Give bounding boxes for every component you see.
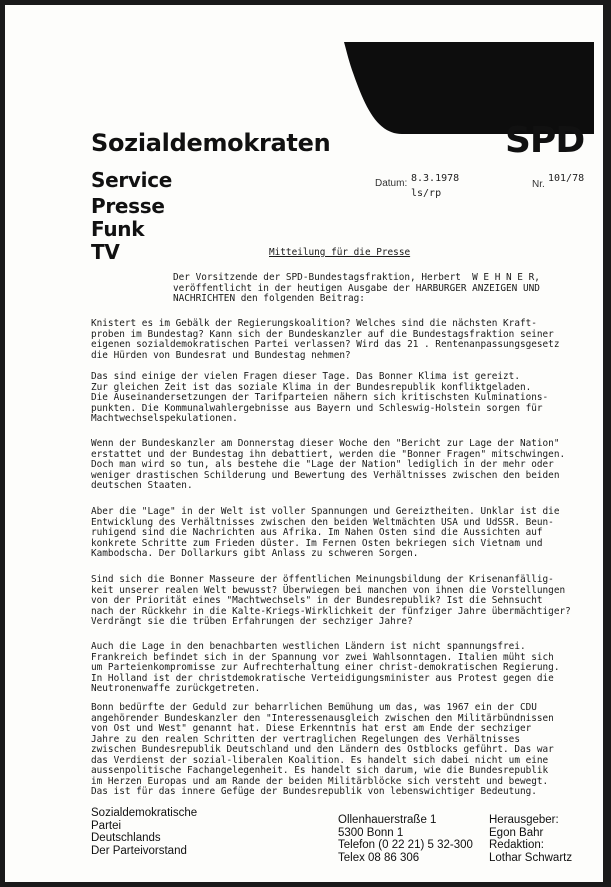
- brand-tv: TV: [91, 240, 120, 264]
- footer-line: 5300 Bonn 1: [338, 826, 404, 839]
- footer-line: Der Parteivorstand: [91, 844, 187, 857]
- footer-organization: [91, 807, 197, 857]
- body-paragraph: Sind sich die Bonner Masseure der öffentlichen Meinungsbildung der Krisenanfällig- keit unserer realen Welt bewusst? Überwiegen bei manchen von ihnen die Vorstellungen von der Priorität eines "Machtwechsels" in der Bundesrepublik? Ist die Sehnsucht nach der Rückkehr in die Kalte-Kriegs-Wirklichkeit der fünfziger Jahre übermächtiger? Verdrängt sie die trüben Erfahrungen der sechziger Jahre?: [91, 574, 571, 627]
- brand-presse: Presse: [91, 194, 165, 218]
- body-paragraph: Auch die Lage in den benachbarten westlichen Ländern ist nicht spannungsfrei. Frankreich befindet sich in der Spannung vor zwei Wahlsonntagen. Italien müht sich um Parteienkompromisse zur Aufrechterhaltung einer christ-demokratischen Regierung. In Holland ist der christdemokratische Verteidigungsminister aus Protest gegen die Neutronenwaffe zurückgetreten.: [91, 641, 560, 694]
- document-page: [5, 5, 603, 882]
- footer-line: Partei: [91, 819, 122, 832]
- footer-line: Lothar Schwartz: [489, 851, 573, 864]
- footer-line: Telex 08 86 306: [338, 851, 420, 864]
- signature-initials: ls/rp: [411, 188, 442, 199]
- datum-label: Datum:: [375, 178, 408, 189]
- intro-paragraph: Der Vorsitzende der SPD-Bundestagsfraktion, Herbert W E H N E R, veröffentlicht in der heutigen Ausgabe der HARBURGER ANZEIGEN UND NACHRICHTEN den folgenden Beitrag:: [173, 272, 540, 304]
- datum-value: 8.3.1978: [411, 173, 460, 184]
- nr-label: Nr.: [532, 179, 545, 190]
- brand-name: Sozialdemokraten: [91, 129, 331, 157]
- footer-line: Egon Bahr: [489, 826, 544, 839]
- footer-line: Telefon (0 22 21) 5 32-300: [338, 839, 473, 852]
- body-paragraph: Bonn bedürfte der Geduld zur beharrlichen Bemühung um das, was 1967 ein der CDU angehörender Bundeskanzler den "Interessenausgleich zwischen den Militärbündnissen von Ost und West" genannt hat. Diese Erkenntnis hat erst am Ende der sechziger Jahre zu den realen Schritten der vertraglichen Regelungen des Verhältnisses zwischen Bundesrepublik Deutschland und den Ländern des Ostblocks geführt. Das war das Verdienst der sozial-liberalen Koalition. Es handelt sich dabei nicht um eine aussenpolitische Fachangelegenheit. Es handelt sich darum, wie die Bundesrepublik im Herzen Europas und am Rande der beiden Militärblöcke sich versteht und bewegt. Das ist für das innere Gefüge der Bundesrepublik von lebenswichtiger Bedeutung.: [91, 702, 554, 797]
- footer-line: Sozialdemokratische: [91, 807, 198, 819]
- body-paragraph: Aber die "Lage" in der Welt ist voller Spannungen und Gereiztheiten. Unklar ist die Entwicklung des Verhältnisses zwischen den beiden Weltmächten USA und UdSSR. Beun- ruhigend sind die Nachrichten aus Afrika. Im Nahen Osten sind die Aussichten auf konkrete Schritte zum Frieden düster. Im Fernen Osten bekriegen sich Vietnam und Kambodscha. Der Dollarkurs gibt Anlass zu schweren Sorgen.: [91, 506, 560, 559]
- body-paragraph: Knistert es im Gebälk der Regierungskoalition? Welches sind die nächsten Kraft- proben im Bundestag? Kann sich der Bundeskanzler auf die Bundestagsfraktion seiner eigenen sozialdemokratischen Partei verlassen? Wird das 21 . Rentenanpassungsgesetz die Hürden von Bundesrat und Bundestag nehmen?: [91, 318, 560, 361]
- footer-line: Deutschlands: [91, 832, 161, 845]
- body-paragraph: Das sind einige der vielen Fragen dieser Tage. Das Bonner Klima ist gereizt. Zur gleichen Zeit ist das soziale Klima in der Bundesrepublik konfliktgeladen. Die Auseinandersetzungen der Tarifparteien nähern sich kritischsten Kulminations- punkten. Die Kommunalwahlergebnisse aus Bayern und Schleswig-Holstein sorgen für Machtwechselspekulationen.: [91, 371, 549, 424]
- spd-logo-text: SPD: [505, 120, 585, 161]
- headline: Mitteilung für die Presse: [269, 247, 411, 258]
- footer-address: [338, 814, 473, 864]
- footer-editors: [489, 814, 572, 864]
- footer-line: Redaktion:: [489, 839, 544, 852]
- brand-service: Service: [91, 168, 173, 192]
- nr-value: 101/78: [548, 173, 585, 184]
- footer-line: Herausgeber:: [489, 814, 559, 826]
- footer-line: Ollenhauerstraße 1: [338, 814, 437, 826]
- body-paragraph: Wenn der Bundeskanzler am Donnerstag dieser Woche den "Bericht zur Lage der Nation" erstattet und der Bundestag ihn debattiert, werden die "Bonner Fragen" mitschwingen. Doch man wird so tun, als bestehe die "Lage der Nation" lediglich in der mehr oder weniger drastischen Schilderung und Bewertung des Verhältnisses zwischen den beiden deutschen Staaten.: [91, 438, 566, 491]
- brand-funk: Funk: [91, 217, 145, 241]
